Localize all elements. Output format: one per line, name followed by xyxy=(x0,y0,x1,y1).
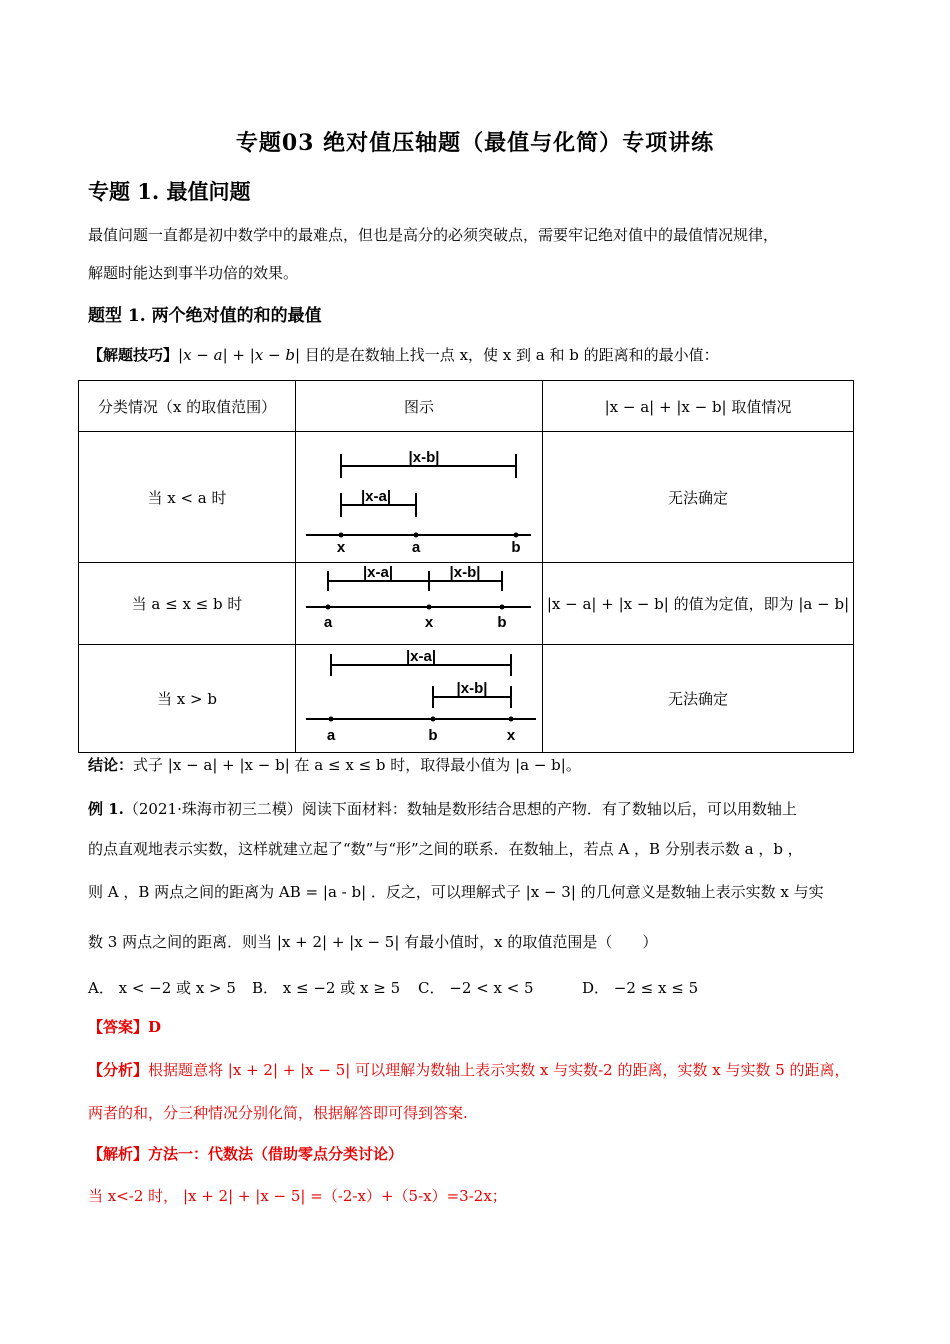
row2-figure xyxy=(296,563,543,645)
conclusion-label: 结论： xyxy=(88,756,134,774)
analysis-line-1: 【分析】根据题意将 |x + 2| + |x − 5| 可以理解为数轴上表示实数 x 与实数-2 的距离，实数 x 与实数 5 的距离， xyxy=(88,1061,850,1079)
solution-label: 【解析】 xyxy=(88,1145,149,1163)
label-x-b: |x-b| xyxy=(456,680,488,697)
row1-figure xyxy=(296,432,543,563)
answer: 【答案】D xyxy=(88,1018,162,1036)
tip-label: 【解题技巧】 xyxy=(88,346,179,364)
label-x-a: |x-a| xyxy=(405,648,437,665)
label-x-b: |x-b| xyxy=(408,449,440,466)
label-x-a: |x-a| xyxy=(360,488,392,505)
row1-case: 当 x < a 时 xyxy=(79,432,296,563)
type-heading: 题型 1. 两个绝对值的和的最值 xyxy=(88,306,322,326)
number-line-figure-2 xyxy=(296,563,542,640)
conclusion xyxy=(88,754,581,775)
option-c: C． −2 < x < 5 xyxy=(418,979,534,997)
point-x: x xyxy=(506,727,516,744)
row3-case: 当 x > b xyxy=(79,645,296,753)
label-x-a: |x-a| xyxy=(362,564,394,581)
header-result: |x − a| + |x − b| 取值情况 xyxy=(543,381,854,432)
point-a: a xyxy=(323,614,333,631)
row2-result: |x − a| + |x − b| 的值为定值，即为 |a − b| xyxy=(543,563,854,645)
row3-result: 无法确定 xyxy=(543,645,854,753)
intro-line-1: 最值问题一直都是初中数学中的最难点，但也是高分的必须突破点，需要牢记绝对值中的最值情况规律， xyxy=(88,226,779,244)
row1-result: 无法确定 xyxy=(543,432,854,563)
number-line-figure-1 xyxy=(296,432,542,558)
tip-expression: |x − a| + |x − b| xyxy=(178,346,301,364)
section-heading: 专题 1. 最值问题 xyxy=(88,179,251,204)
row3-figure xyxy=(296,645,543,753)
case-table xyxy=(78,380,854,753)
analysis-label: 【分析】 xyxy=(88,1061,149,1079)
conclusion-text: 式子 |x − a| + |x − b| 在 a ≤ x ≤ b 时，取得最小值为 |a − b|。 xyxy=(133,756,581,774)
example-line-3: 则 A ，B 两点之间的距离为 AB = |a - b| ．反之，可以理解式子 |x − 3| 的几何意义是数轴上表示实数 x 与实 xyxy=(88,883,824,901)
example-line-4: 数 3 两点之间的距离．则当 |x + 2| + |x − 5| 有最小值时，x 的取值范围是（ ） xyxy=(88,933,658,951)
solution-heading: 【解析】方法一：代数法（借助零点分类讨论） xyxy=(88,1145,404,1163)
example-line-2: 的点直观地表示实数，这样就建立起了“数”与“形”之间的联系．在数轴上，若点 A ，B 分别表示数 a ，b ， xyxy=(88,840,803,858)
point-b: b xyxy=(497,614,507,631)
solution-line: 当 x<-2 时， |x + 2| + |x − 5| =（-2-x）+（5-x）=3-2x； xyxy=(88,1187,507,1205)
intro-line-2: 解题时能达到事半功倍的效果。 xyxy=(88,264,299,282)
point-a: a xyxy=(411,539,421,556)
point-b: b xyxy=(511,539,521,556)
option-a: A． x < −2 或 x > 5 xyxy=(88,979,236,997)
option-b: B． x ≤ −2 或 x ≥ 5 xyxy=(252,979,401,997)
label-x-b: |x-b| xyxy=(449,564,481,581)
example-line-1: 例 1.（2021·珠海市初三二模）阅读下面材料：数轴是数形结合思想的产物．有了数轴以后，可以用数轴上 xyxy=(88,800,797,818)
tip-text: 目的是在数轴上找一点 x，使 x 到 a 和 b 的距离和的最小值： xyxy=(304,346,719,364)
number-line-figure-3 xyxy=(296,645,542,748)
page-title: 专题03 绝对值压轴题（最值与化简）专项讲练 xyxy=(235,130,715,156)
tip-paragraph xyxy=(88,344,719,365)
analysis-line-2: 两者的和，分三种情况分别化简，根据解答即可得到答案. xyxy=(88,1104,468,1122)
example-label: 例 1. xyxy=(88,800,124,818)
point-x: x xyxy=(424,614,434,631)
point-a: a xyxy=(326,727,336,744)
header-case: 分类情况（x 的取值范围） xyxy=(79,381,296,432)
point-b: b xyxy=(428,727,438,744)
point-x: x xyxy=(336,539,346,556)
header-figure: 图示 xyxy=(296,381,543,432)
option-d: D． −2 ≤ x ≤ 5 xyxy=(582,979,699,997)
row2-case: 当 a ≤ x ≤ b 时 xyxy=(79,563,296,645)
